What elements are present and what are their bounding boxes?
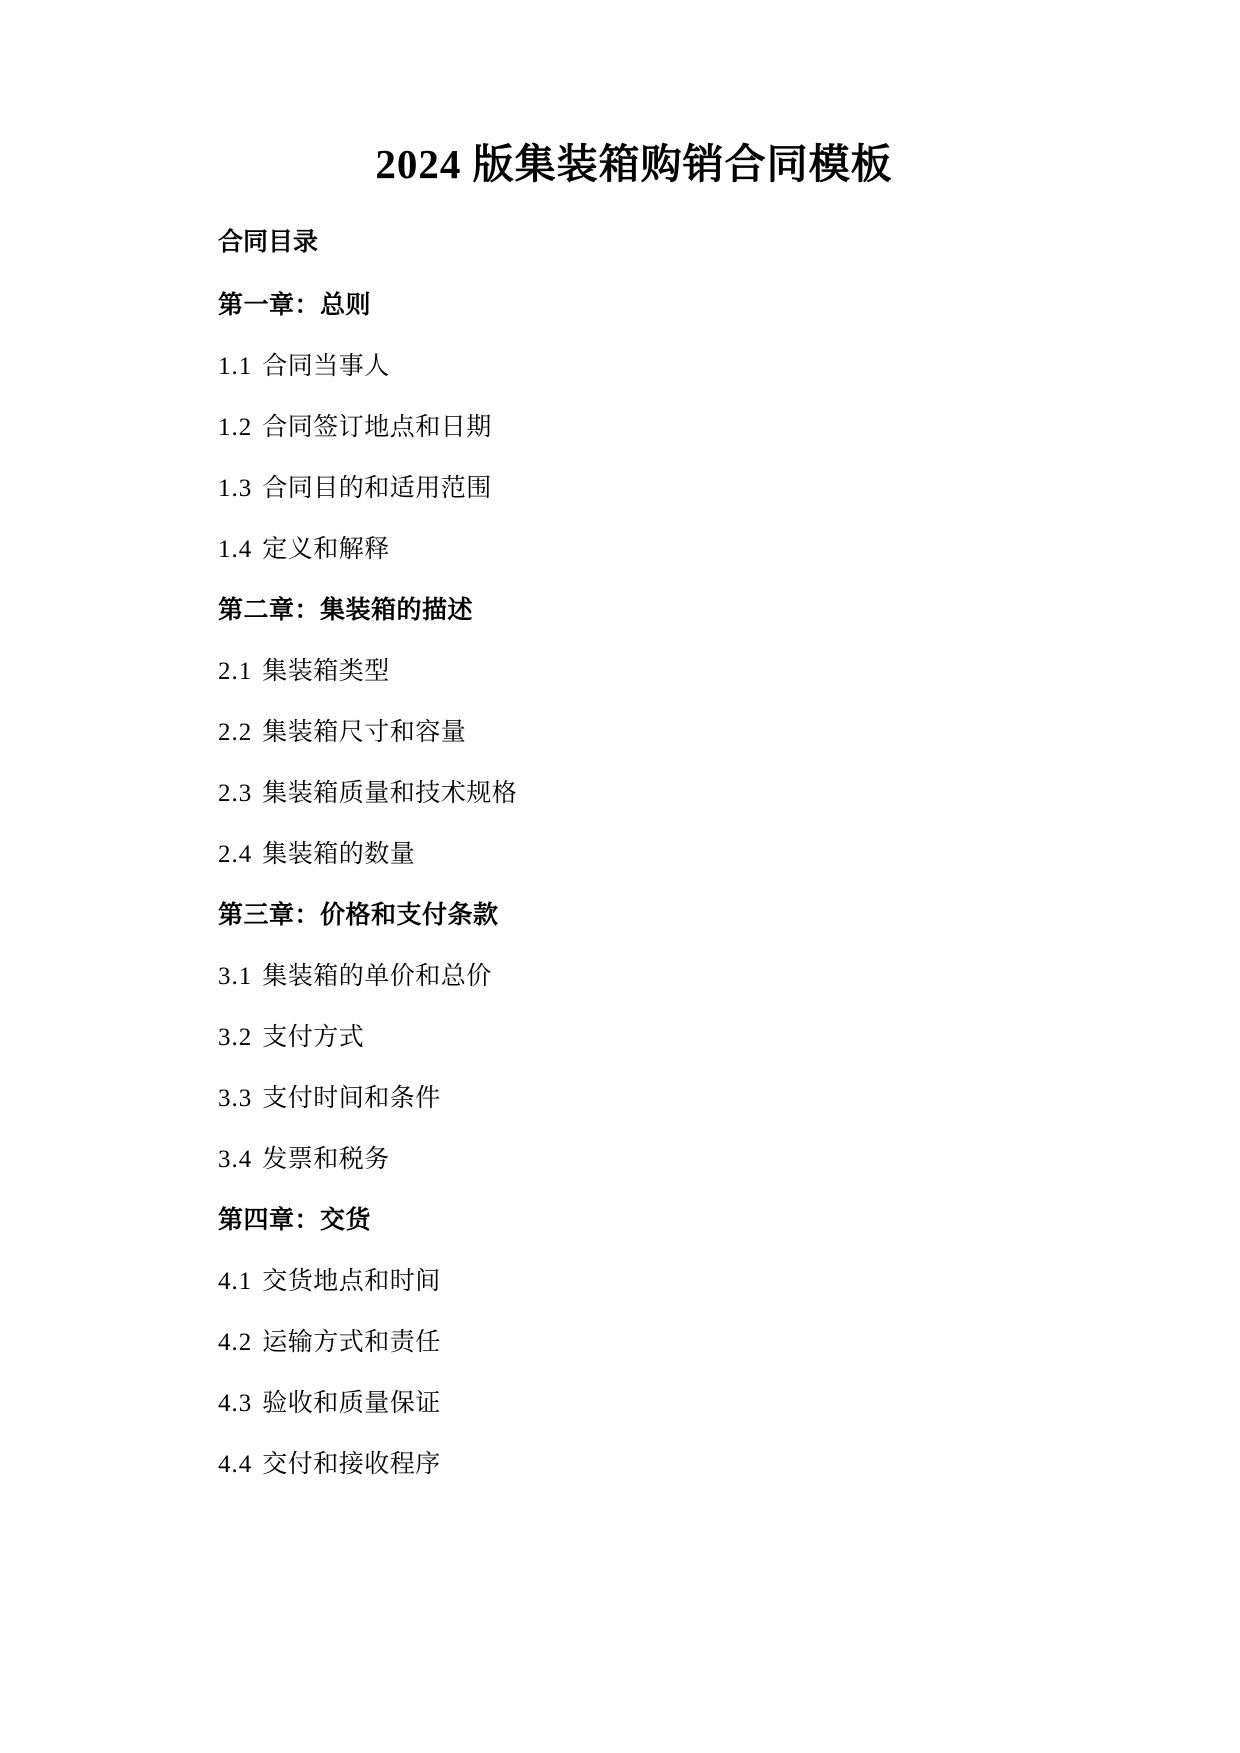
toc-entry — [218, 715, 1090, 750]
toc-entry-label: 集装箱尺寸和容量 — [262, 719, 467, 747]
chapter-heading: 第四章：交货 — [218, 1207, 372, 1235]
toc-entry-number: 3.4 — [218, 1146, 253, 1174]
toc-entry-label: 定义和解释 — [262, 536, 390, 564]
toc-entry — [218, 1325, 1090, 1360]
toc-entry — [218, 1264, 1090, 1299]
toc-entry-label: 支付时间和条件 — [262, 1085, 441, 1113]
toc-entry-label: 合同目的和适用范围 — [262, 475, 492, 503]
toc-entry-number: 2.4 — [218, 841, 253, 869]
toc-entry-number: 3.1 — [218, 963, 253, 991]
toc-entry-label: 运输方式和责任 — [262, 1329, 441, 1357]
toc-section — [218, 593, 1090, 872]
toc-entry-label: 合同签订地点和日期 — [262, 414, 492, 442]
toc-entry — [218, 1142, 1090, 1177]
toc-entry — [218, 349, 1090, 384]
toc-entry-number: 4.3 — [218, 1390, 253, 1418]
toc-section — [218, 1203, 1090, 1482]
chapter-heading: 第三章：价格和支付条款 — [218, 902, 499, 930]
toc-entry-label: 发票和税务 — [262, 1146, 390, 1174]
toc-entry-number: 2.2 — [218, 719, 253, 747]
toc-entry — [218, 837, 1090, 872]
toc-entry-number: 4.1 — [218, 1268, 253, 1296]
toc-section — [218, 898, 1090, 1177]
toc-entry-label: 集装箱的单价和总价 — [262, 963, 492, 991]
toc-entry-label: 支付方式 — [262, 1024, 365, 1052]
page-title: 2024 版集装箱购销合同模板 — [375, 141, 893, 187]
toc-entry-number: 4.4 — [218, 1451, 253, 1479]
toc-entry-number: 1.2 — [218, 414, 253, 442]
toc-entry — [218, 410, 1090, 445]
toc-entry — [218, 1447, 1090, 1482]
toc-entry — [218, 1081, 1090, 1116]
toc-entry-label: 交货地点和时间 — [262, 1268, 441, 1296]
toc-entry-label: 集装箱的数量 — [262, 841, 416, 869]
toc-section — [218, 288, 1090, 567]
toc-entry-number: 1.1 — [218, 353, 253, 381]
toc-entry — [218, 959, 1090, 994]
toc-entry-number: 4.2 — [218, 1329, 253, 1357]
chapter-heading: 第一章：总则 — [218, 292, 372, 320]
toc-entry — [218, 532, 1090, 567]
toc-entry-number: 2.1 — [218, 658, 253, 686]
toc-entry-number: 1.4 — [218, 536, 253, 564]
toc-entry — [218, 776, 1090, 811]
toc-entry-label: 合同当事人 — [262, 353, 390, 381]
toc-heading: 合同目录 — [218, 229, 319, 257]
toc-entry-label: 交付和接收程序 — [262, 1451, 441, 1479]
toc-entry — [218, 1020, 1090, 1055]
toc-entry-label: 验收和质量保证 — [262, 1390, 441, 1418]
toc-entry — [218, 654, 1090, 689]
toc-entry-number: 3.2 — [218, 1024, 253, 1052]
toc-entry-number: 2.3 — [218, 780, 253, 808]
toc-entry-label: 集装箱质量和技术规格 — [262, 780, 518, 808]
toc-entry — [218, 1386, 1090, 1421]
chapter-heading: 第二章：集装箱的描述 — [218, 597, 474, 625]
toc-entry-number: 1.3 — [218, 475, 253, 503]
toc-entry-label: 集装箱类型 — [262, 658, 390, 686]
toc-entry — [218, 471, 1090, 506]
toc-entry-number: 3.3 — [218, 1085, 253, 1113]
